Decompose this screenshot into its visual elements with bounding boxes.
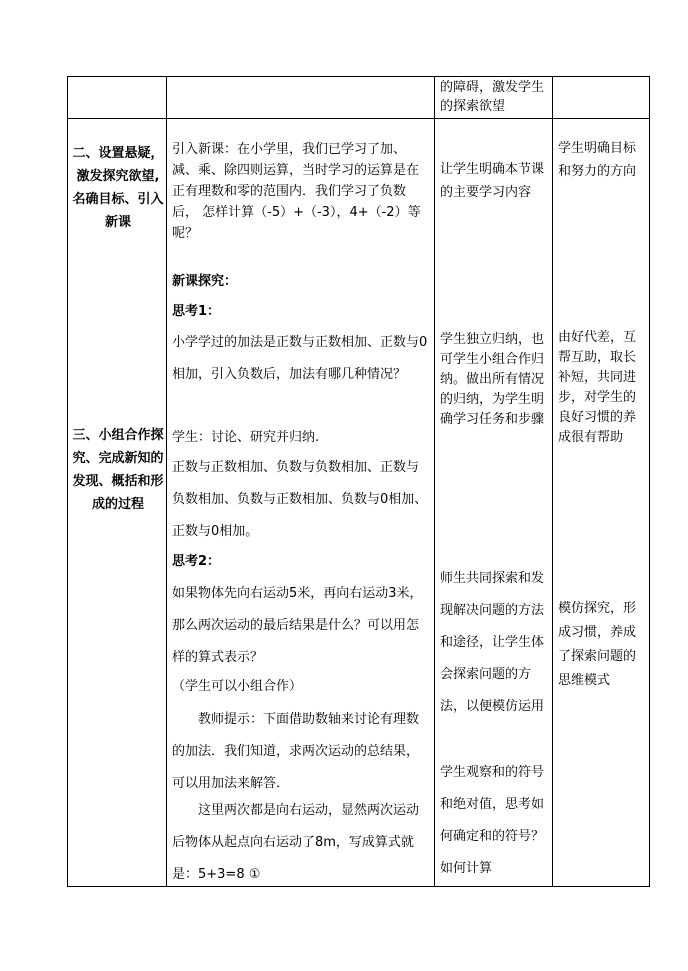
student-discussion: 学生：讨论、研究并归纳. [172,430,320,445]
think-2-label: 思考2： [172,554,221,569]
think-2-text: 如果物体先向右运动5米，再向右运动3米，那么两次运动的最后结果是什么？可以用怎样的算式表示？ [172,586,423,665]
row0-method-cell: 的障碍，激发学生的探索欲望 [440,80,545,114]
method-summary: 学生独立归纳，也可学生小组合作归纳。做出所有情况的归纳，为学生明确学习任务和步骤 [440,332,545,427]
column-divider-1 [166,76,167,887]
row1-intent-cell: 学生明确目标和努力的方向 [558,141,637,179]
new-lesson-heading: 新课探究： [172,274,238,289]
group-note: （学生可以小组合作） [172,679,303,694]
column-divider-2 [434,76,435,887]
section-2-title: 二、设置悬疑，激发探究欲望,名确目标、引入新课 [72,146,164,230]
table-top-border [67,76,650,77]
row-divider [67,118,650,119]
teacher-hint: 教师提示：下面借助数轴来讨论有理数的加法．我们知道，求两次运动的总结果，可以用加法来解答． [172,712,420,791]
section-3-title: 三、小组合作探究、完成新知的发现、概括和形成的过程 [72,428,164,512]
think-1-text: 小学学过的加法是正数与正数相加、正数与0相加，引入负数后，加法有哪几种情况？ [172,335,428,382]
method-observe: 学生观察和的符号和绝对值，思考如何确定和的符号？如何计算 [440,765,545,876]
intro-new-lesson: 引入新课：在小学里，我们已学习了加、减、乘、除四则运算，当时学习的运算是在正有理数和零的范围内．我们学习了负数后， 怎样计算（-5）+（-3），4+（-2）等呢？ [172,142,421,241]
addition-cases: 正数与正数相加、负数与负数相加、正数与负数相加、负数与正数相加、负数与0相加、正数与0相加。 [172,460,428,539]
think-1-label: 思考1： [172,304,221,319]
table-left-border [67,76,68,887]
explanation-text: 这里两次都是向右运动，显然两次运动后物体从起点向右运动了8m，写成算式就是：5+3=8 ① [172,803,420,882]
intent-cooperation: 由好代差，互帮互助，取长补短，共同进步，对学生的良好习惯的养成很有帮助 [558,330,637,445]
row1-method-cell: 让学生明确本节课的主要学习内容 [440,162,545,200]
column-divider-3 [552,76,553,887]
table-right-border [649,76,650,887]
method-explore: 师生共同探索和发现解决问题的方法和途径，让学生体会探索问题的方法，以便模仿运用 [440,571,545,714]
intent-imitation: 模仿探究，形成习惯，养成了探索问题的思维模式 [558,601,637,688]
